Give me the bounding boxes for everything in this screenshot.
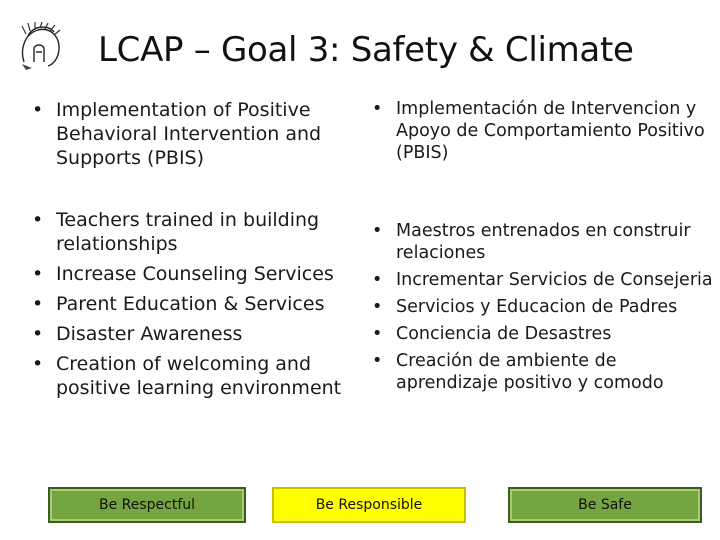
spanish-list xyxy=(370,220,715,399)
spartan-helmet-icon xyxy=(14,22,66,72)
list-item: • Implementation of Positive Behavioral Intervention and Supports (PBIS) xyxy=(30,98,350,170)
english-list xyxy=(30,208,350,406)
list-item: • Incrementar Servicios de Consejeria xyxy=(370,269,715,291)
be-respectful-button[interactable]: Be Respectful xyxy=(48,487,246,523)
list-item: • Implementación de Intervencion y Apoyo de Comportamiento Positivo (PBIS) xyxy=(370,98,715,164)
english-top-list xyxy=(30,98,350,176)
list-item: • Servicios y Educacion de Padres xyxy=(370,296,715,318)
list-item: • Creation of welcoming and positive learning environment xyxy=(30,352,350,400)
list-item: • Parent Education & Services xyxy=(30,292,350,316)
list-item: • Disaster Awareness xyxy=(30,322,350,346)
list-item: • Increase Counseling Services xyxy=(30,262,350,286)
spanish-top-list xyxy=(370,98,715,169)
be-responsible-button[interactable]: Be Responsible xyxy=(272,487,466,523)
be-safe-button[interactable]: Be Safe xyxy=(508,487,702,523)
list-item: • Conciencia de Desastres xyxy=(370,323,715,345)
list-item: • Teachers trained in building relationships xyxy=(30,208,350,256)
list-item: • Creación de ambiente de aprendizaje positivo y comodo xyxy=(370,350,715,394)
page-title: LCAP – Goal 3: Safety & Climate xyxy=(98,30,634,70)
list-item: • Maestros entrenados en construir relaciones xyxy=(370,220,715,264)
